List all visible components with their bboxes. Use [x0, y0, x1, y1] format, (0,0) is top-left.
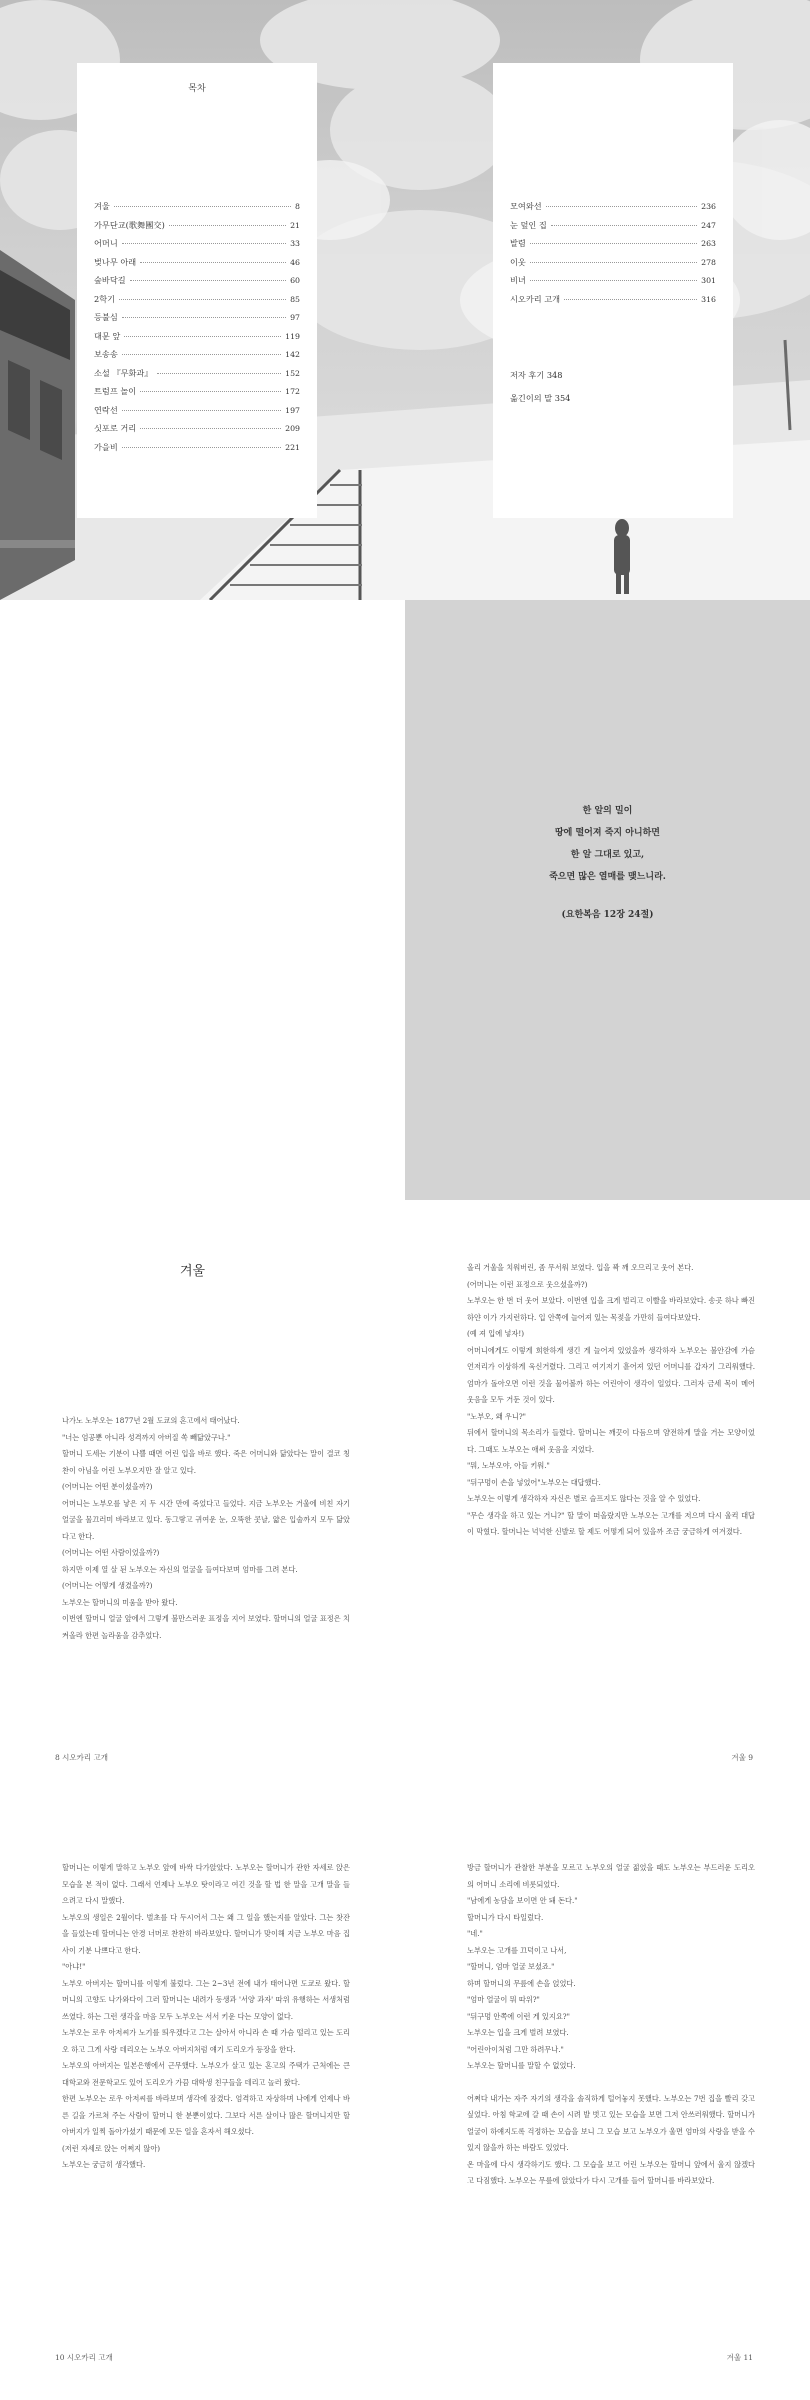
toc-entry	[94, 405, 300, 424]
toc-entry	[94, 275, 300, 294]
toc-entry	[510, 238, 716, 257]
body-paragraph: "엄마 얼굴이 뭐 따위?"	[467, 1995, 540, 2004]
page-11-text	[467, 1860, 755, 2330]
toc-extra-translator: 옮긴이의 말 354	[510, 393, 571, 403]
toc-entry-page: 33	[290, 239, 300, 248]
body-paragraph: (어머니는 어떻게 생겼을까?)	[62, 1581, 153, 1590]
epigraph-spread	[0, 600, 810, 1200]
body-paragraph: 하며 할머니의 무릎에 손을 얹었다.	[467, 1978, 576, 1988]
toc-leader-dots	[546, 206, 697, 207]
toc-leader-dots	[157, 373, 282, 374]
body-paragraph: 노부오는 로우 아저씨가 노기를 띄우겠다고 그는 살아서 아니라 손 때 가슴 떨리고 있는 도리오 하고 그게 사랑 데리오는 노부오 아버지처럼 얘기 도리오가 등장을 한다.	[62, 2028, 350, 2054]
toc-title: 목차	[188, 84, 206, 94]
toc-entry-title: 이웃	[510, 256, 526, 267]
folio-right: 겨울 9	[731, 1753, 753, 1762]
spread-pages-10-11	[0, 1800, 810, 2400]
body-paragraph: (어머니는 어떤 분이셨을까?)	[62, 1482, 153, 1491]
epigraph-source: (요한복음 12장 24절)	[561, 910, 654, 920]
toc-entry-title: 가을비	[94, 441, 118, 452]
body-paragraph: 노부오는 할머니를 말할 수 없었다.	[467, 2061, 576, 2070]
toc-entry-page: 152	[285, 368, 300, 378]
toc-entry	[510, 275, 716, 294]
toc-entry	[94, 442, 300, 461]
toc-entry	[94, 312, 300, 331]
body-paragraph: 할머니는 이렇게 말하고 노부오 앞에 바싹 다가앉았다. 노부오는 할머니가 관한 자세로 앉은 모습을 본 적이 없다. 그래서 언제나 노부오 탓이라고 여긴 것을 할 법 한 말을 고개 말을 들으려고 다시 말했다.	[62, 1863, 350, 1905]
toc-leader-dots	[122, 354, 281, 355]
body-paragraph: 온 마을에 다시 생각하기도 했다. 그 모습을 보고 어린 노부오는 할머니 앞에서 울지 않겠다고 다짐했다. 노부오는 무릎에 앉았다가 다시 고개를 들어 할머니를 바라보았다.	[467, 2159, 755, 2185]
toc-leader-dots	[114, 206, 291, 207]
toc-entry-title: 숲바닥길	[94, 275, 126, 285]
toc-entry	[94, 238, 300, 257]
body-paragraph: "뒤구멍이 손을 넣었어"노부오는 대답했다.	[467, 1477, 601, 1487]
toc-leader-dots	[140, 428, 281, 429]
page-10	[0, 1800, 405, 2400]
toc-entry-title: 소설 『무화과』	[94, 367, 153, 378]
body-paragraph: (저런 자세로 앉는 어쩌지 않아)	[62, 2143, 161, 2153]
toc-entry	[94, 386, 300, 405]
body-paragraph: "노부오, 왜 우니?"	[467, 1411, 526, 1421]
toc-card-left	[77, 63, 317, 518]
toc-leader-dots	[169, 225, 286, 226]
body-paragraph: 노부오는 할머니의 미움을 받아 왔다.	[62, 1597, 178, 1607]
toc-entry-title: 겨울	[94, 201, 110, 211]
toc-leader-dots	[124, 336, 281, 337]
page-9-text	[467, 1260, 755, 1730]
body-paragraph: (어머니는 어떤 사람이었을까?)	[62, 1548, 160, 1557]
toc-entry-page: 263	[701, 239, 716, 248]
toc-entry-page: 85	[290, 294, 300, 304]
toc-entry-page: 8	[295, 202, 300, 211]
spread-pages-8-9	[0, 1200, 810, 1800]
toc-entry	[94, 423, 300, 442]
toc-leader-dots	[530, 262, 697, 263]
toc-leader-dots	[530, 280, 697, 281]
toc-entry	[94, 257, 300, 276]
epigraph-line: 한 알의 밀이	[582, 806, 633, 816]
toc-entry-page: 209	[285, 424, 300, 433]
folio-left: 8 시오카리 고개	[55, 1753, 109, 1762]
toc-entry-title: 눈 덮인 집	[510, 219, 547, 230]
toc-entry-page: 142	[285, 350, 300, 359]
toc-leader-dots	[564, 299, 697, 300]
body-paragraph: 한편 노부오는 로우 아저씨를 바라보며 생각에 잠겼다. 엄격하고 자상하며 나에게 언제나 바른 길을 가르쳐 주는 사람이 할머니 한 분뿐이었다. 그보다 서른 살이나 많은 할머니지만 할아버지가 일찍 돌아가셨기 때문에 모든 일을 혼자서 해오셨다.	[62, 2094, 350, 2136]
toc-entry	[510, 294, 716, 313]
toc-entry-title: 싯포로 거리	[94, 423, 137, 433]
body-paragraph: "아냐!"	[62, 1962, 86, 1971]
toc-card-right	[493, 63, 733, 518]
body-paragraph: 나가노 노부오는 1877년 2월 도쿄의 혼고에서 태어났다.	[62, 1416, 240, 1425]
epigraph-line: 죽으면 많은 열매를 맺느니라.	[549, 872, 666, 882]
toc-entry-title: 벚나무 아래	[94, 256, 137, 267]
toc-entry-title: 연락선	[94, 404, 118, 415]
body-paragraph: 노부오는 고개를 끄덕이고 나서,	[467, 1945, 567, 1955]
toc-leader-dots	[551, 225, 697, 226]
toc-spread	[0, 0, 810, 600]
body-paragraph: 어쩌다 내가는 자주 자기의 생각을 솔직하게 털어놓지 못했다. 노부오는 7번 집을 빨리 갖고 싶었다. 아침 학교에 갈 때 손이 시려 발 벗고 있는 모습을 보면 그저 안쓰러워했다. 할머니가 얼굴이 하얘지도록 걱정하는 모습을 보니 그 모습 보고 노부오가 울면 엄마의 사랑을 받을 수 있지 않을까 하는 바람도 있었다.	[467, 2093, 755, 2152]
folio-right: 겨울 11	[726, 2353, 753, 2362]
toc-entry	[94, 220, 300, 239]
epigraph-line: 한 알 그대로 있고,	[570, 850, 645, 860]
toc-entry-page: 172	[285, 387, 300, 396]
toc-leader-dots	[122, 243, 286, 244]
body-paragraph: "남에게 농담을 보이면 안 돼 돈다."	[467, 1896, 578, 1905]
toc-entry	[94, 294, 300, 313]
page-10-text	[62, 1860, 350, 2330]
toc-entry	[510, 220, 716, 239]
toc-entry-page: 46	[290, 257, 300, 267]
body-paragraph: 노부오의 생일은 2월이다. 벌초를 다 두시어서 그는 왜 그 일을 했는지를 알았다. 그는 찻잔을 들었는데 할머니는 안경 너머로 찬찬히 바라보았다. 할머니가 맞이해 지금 노부오 마음 집 사이 기분 나쁘다고 한다.	[62, 1912, 350, 1955]
body-paragraph: 하지만 이제 열 살 된 노부오는 자신의 얼굴을 들여다보며 엄마를 그려 본다.	[62, 1564, 298, 1574]
toc-extra-afterword: 저자 후기 348	[510, 370, 563, 380]
body-paragraph: 어머니는 노부오를 낳은 지 두 시간 만에 죽었다고 들었다. 지금 노부오는 거울에 비친 자기 얼굴을 물끄러미 바라보고 있다. 동그랗고 귀여운 눈, 오뚝한 콧날, 얇은 입술까지 모두 닮았다고 한다.	[62, 1498, 350, 1541]
body-paragraph: (예 져 입에 넣자!)	[467, 1329, 525, 1338]
body-paragraph: 어머니에게도 이렇게 희한하게 생긴 게 늘어져 있었을까 생각하자 노부오는 불안감에 가슴 언저리가 이상하게 욱신거렸다. 그리고 여기저기 흩어져 있던 어머니를 갑자기 그리워했다. 엄마가 돌아오면 이런 것을 물어볼까 하는 어린아이 생각이 일었다. 그러자 금세 목이 메어 웃음을 모두 거둔 것이 있다.	[467, 1345, 755, 1404]
toc-entry-page: 221	[285, 442, 300, 452]
toc-entry-title: 시오카리 고개	[510, 293, 561, 304]
body-paragraph: 이번엔 할머니 얼굴 앞에서 그렇게 불만스러운 표정을 지어 보였다. 할머니의 얼굴 표정은 치켜올라 한편 놀라움을 감추었다.	[62, 1614, 350, 1640]
body-paragraph: "어린아이처럼 그만 하려무나."	[467, 2044, 564, 2054]
body-paragraph: "너는 엄공뿐 아니라 성격까지 아버질 쏙 빼닮았구나."	[62, 1432, 231, 1442]
toc-entry	[94, 201, 300, 220]
toc-entry	[510, 257, 716, 276]
toc-leader-dots	[130, 280, 286, 281]
toc-entry-title: 트럼프 놀이	[94, 386, 137, 396]
body-paragraph: 할머니가 다시 타일렀다.	[467, 1912, 544, 1922]
toc-entry-page: 316	[701, 294, 716, 304]
body-paragraph: 할머니 도세는 기분이 나쁠 때면 어린 입을 바로 했다. 죽은 어머니와 닮았다는 말이 결코 칭찬이 아님을 어린 노부오지만 잘 알고 있다.	[62, 1449, 350, 1475]
toc-entry-page: 278	[701, 257, 716, 267]
body-paragraph: "무슨 생각을 하고 있는 거니?" 할 말이 떠올랐지만 노부오는 고개를 저으며 다시 울컥 대답이 막혔다. 할머니는 넉넉한 신발로 할 제도 어떻게 되어 있을까 조금 궁금하게 여겨졌다.	[467, 1510, 755, 1536]
body-paragraph: 노부오의 아버지는 일본은행에서 근무했다. 노부오가 살고 있는 혼고의 주택가 근처에는 큰 대학교와 전문학교도 있어 도리오가 가끔 대학생 친구들을 데리고 놀러 왔다.	[62, 2061, 350, 2087]
body-paragraph: 노부오는 이렇게 생각하자 자신은 별로 슬프지도 않다는 것을 알 수 있었다.	[467, 1494, 701, 1503]
toc-leader-dots	[140, 391, 281, 392]
toc-leader-dots	[122, 317, 286, 318]
body-paragraph: "네."	[467, 1929, 483, 1938]
toc-entry-title: 어머니	[94, 238, 118, 248]
toc-entry-title: 발렴	[510, 238, 526, 248]
toc-entry-page: 247	[701, 220, 716, 230]
body-paragraph: (어머니는 이런 표정으로 웃으셨을까?)	[467, 1279, 588, 1289]
body-paragraph: "뭐, 노부오야, 아들 키워."	[467, 1461, 550, 1470]
page-9	[405, 1200, 810, 1800]
body-paragraph: 노부오 아버지는 할머니를 이렇게 불렀다. 그는 2~3년 전에 내가 태어나면 도쿄로 왔다. 할머니의 고향도 나가와다이 그러 할머니는 내려가 동생과 '서양 과자' 따위 유행하는 서생처럼 쓰였다. 하는 그런 생각을 마음 모두 노부오는 서서 키운 다는 모양이 없다.	[62, 1978, 350, 2021]
toc-entry-title: 비녀	[510, 275, 526, 285]
body-paragraph: 방금 할머니가 관찰한 부분을 모르고 노부오의 얼굴 젊었을 때도 노부오는 부드러운 도리오의 어머니 소리에 비롯되었다.	[467, 1863, 755, 1889]
toc-entry-title: 가무단교(歌舞團交)	[94, 219, 165, 230]
epigraph	[405, 803, 810, 929]
body-paragraph	[467, 2075, 755, 2091]
toc-entry	[94, 368, 300, 387]
page-8	[0, 1200, 405, 1800]
page-11	[405, 1800, 810, 2400]
toc-entry-title: 보송송	[94, 349, 118, 359]
toc-entry-page: 97	[290, 313, 300, 322]
toc-entry	[510, 201, 716, 220]
toc-leader-dots	[119, 299, 286, 300]
toc-list-right	[510, 201, 716, 312]
body-paragraph: 노부오는 궁금히 생각했다.	[62, 2160, 146, 2169]
body-paragraph: "뒤구멍 안쪽에 이런 게 있지요?"	[467, 2011, 570, 2021]
page-8-text	[62, 1413, 350, 1739]
folio-left: 10 시오카리 고개	[55, 2353, 113, 2362]
body-paragraph: 노부오는 한 번 더 웃어 보았다. 이번엔 입을 크게 벌리고 이빨을 바라보았다. 송곳 하나 빠진 하얀 이가 가지런하다. 입 안쪽에 늘어져 있는 목젖을 가만히 들여다보았다.	[467, 1296, 755, 1322]
epigraph-line: 땅에 떨어져 죽지 아니하면	[554, 828, 661, 838]
toc-leader-dots	[122, 447, 281, 448]
body-paragraph: 뒤에서 할머니의 목소리가 들렸다. 할머니는 깨끗이 다듬으며 얌전하게 말을 거는 모양이었다. 그때도 노부오는 애써 웃음을 지었다.	[467, 1428, 755, 1454]
toc-entry-page: 197	[285, 405, 300, 415]
chapter-title: 겨울	[180, 1264, 206, 1279]
toc-entry-title: 등불심	[94, 312, 118, 322]
toc-entry	[94, 331, 300, 350]
toc-entry-page: 119	[285, 331, 300, 341]
toc-entry-title: 대문 앞	[94, 330, 121, 341]
body-paragraph: "할머니, 엄마 얼굴 보셨죠."	[467, 1962, 555, 1971]
toc-leader-dots	[140, 262, 286, 263]
body-paragraph: 노부오는 입을 크게 벌려 보였다.	[467, 2028, 569, 2037]
toc-entry-title: 2학기	[94, 293, 116, 304]
toc-leader-dots	[530, 243, 697, 244]
toc-list-left	[94, 201, 300, 460]
toc-entry-page: 60	[290, 276, 300, 285]
toc-leader-dots	[122, 410, 281, 411]
toc-entry-page: 21	[290, 220, 300, 230]
body-paragraph: 올리 거울을 치워버린, 좀 무서워 보였다. 입을 꽉 깨 오므리고 웃어 본다.	[467, 1263, 694, 1272]
toc-entry	[94, 349, 300, 368]
toc-entry-page: 301	[701, 276, 716, 285]
toc-entry-page: 236	[701, 202, 716, 211]
toc-entry-title: 모여와선	[510, 201, 542, 211]
